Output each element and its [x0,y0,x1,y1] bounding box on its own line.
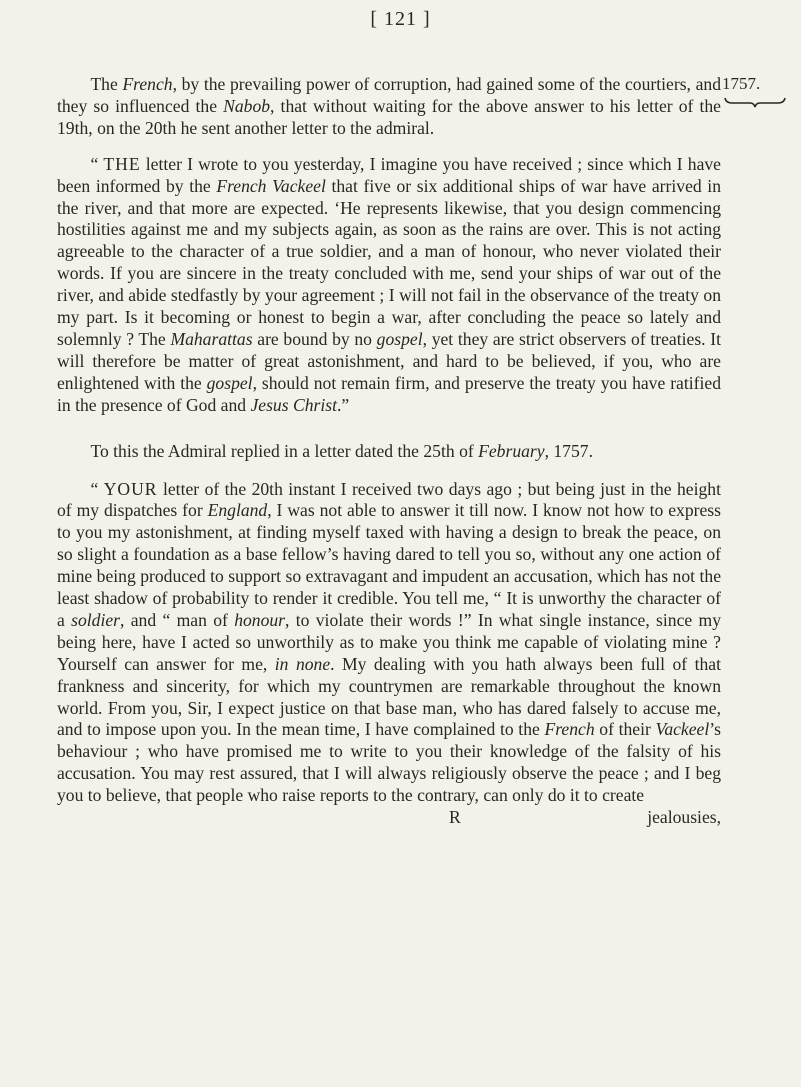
paragraph-admiral-letter: “ YOUR letter of the 20th instant I received two days ago ; but being just in the height of my dispatches for England, I was not able to answer it till now. I know not how to express to you my astonishment, at finding myself taxed with having a design to break the peace, on so slight a foundation as a base fellow’s having dared to tell you so, without any one action of mine being produced to support so extravagant and impudent an accusation, which has not the least shadow of probability to render it credible. You tell me, “ It is unworthy the character of a soldier, and “ man of honour, to violate their words !” In what single instance, since my being here, have I acted so unworthily as to make you think me capable of violating mine ? Yourself can answer for me, in none. My dealing with you hath always been full of that frankness and sincerity, for which my countrymen are remarkable throughout the known world. From you, Sir, I expect justice on that base man, who has dared falsely to accuse me, and to impose upon you. In the mean time, I have complained to the French of their Vackeel’s behaviour ; who have promised me to write to you their knowledge of the falsity of his accusation. You may rest assured, that I will always religiously observe the peace ; and I beg you to believe, that people who raise reports to the contrary, can only do it to create [57,478,721,806]
signature-mark: R [449,807,461,828]
paragraph-nabob-letter: “ THE letter I wrote to you yesterday, I imagine you have received ; since which I have been informed by the French Vackeel that five or six additional ships of war have arrived in the river, and that more are expected. ‘He represents likewise, that you design commencing hostilities against me and my subjects again, as soon as the rains are over. This is not acting agreeable to the character of a true soldier, and a man of honour, who never violated their words. If you are sincere in the treaty concluded with me, send your ships of war out of the river, and abide stedfastly by your agreement ; I will not fail in the observance of the treaty on my part. Is it becoming or honest to begin a war, after concluding the peace so lately and solemnly ? The Maharattas are bound by no gospel, yet they are strict observers of treaties. It will therefore be matter of great astonishment, and hard to be believed, if you, who are enlightened with the gospel, should not remain firm, and preserve the treaty you have ratified in the presence of God and Jesus Christ.” [57,153,721,415]
paragraph-admiral-reply-intro: To this the Admiral replied in a letter dated the 25th of February, 1757. [90,440,593,461]
page-body [57,74,721,829]
page-footer-line [57,807,721,829]
margin-year: 1757. [722,74,761,93]
page-number-header: [ 121 ] [370,8,431,30]
paragraph-intro: The French, by the prevailing power of corruption, had gained some of the courtiers, and they so influenced the Nabob, that without waiting for the above answer to his letter of the 19th, on the 20th he sent another letter to the admiral. [57,74,721,138]
catchword: jealousies, [647,807,721,828]
margin-brace-icon [724,96,786,108]
